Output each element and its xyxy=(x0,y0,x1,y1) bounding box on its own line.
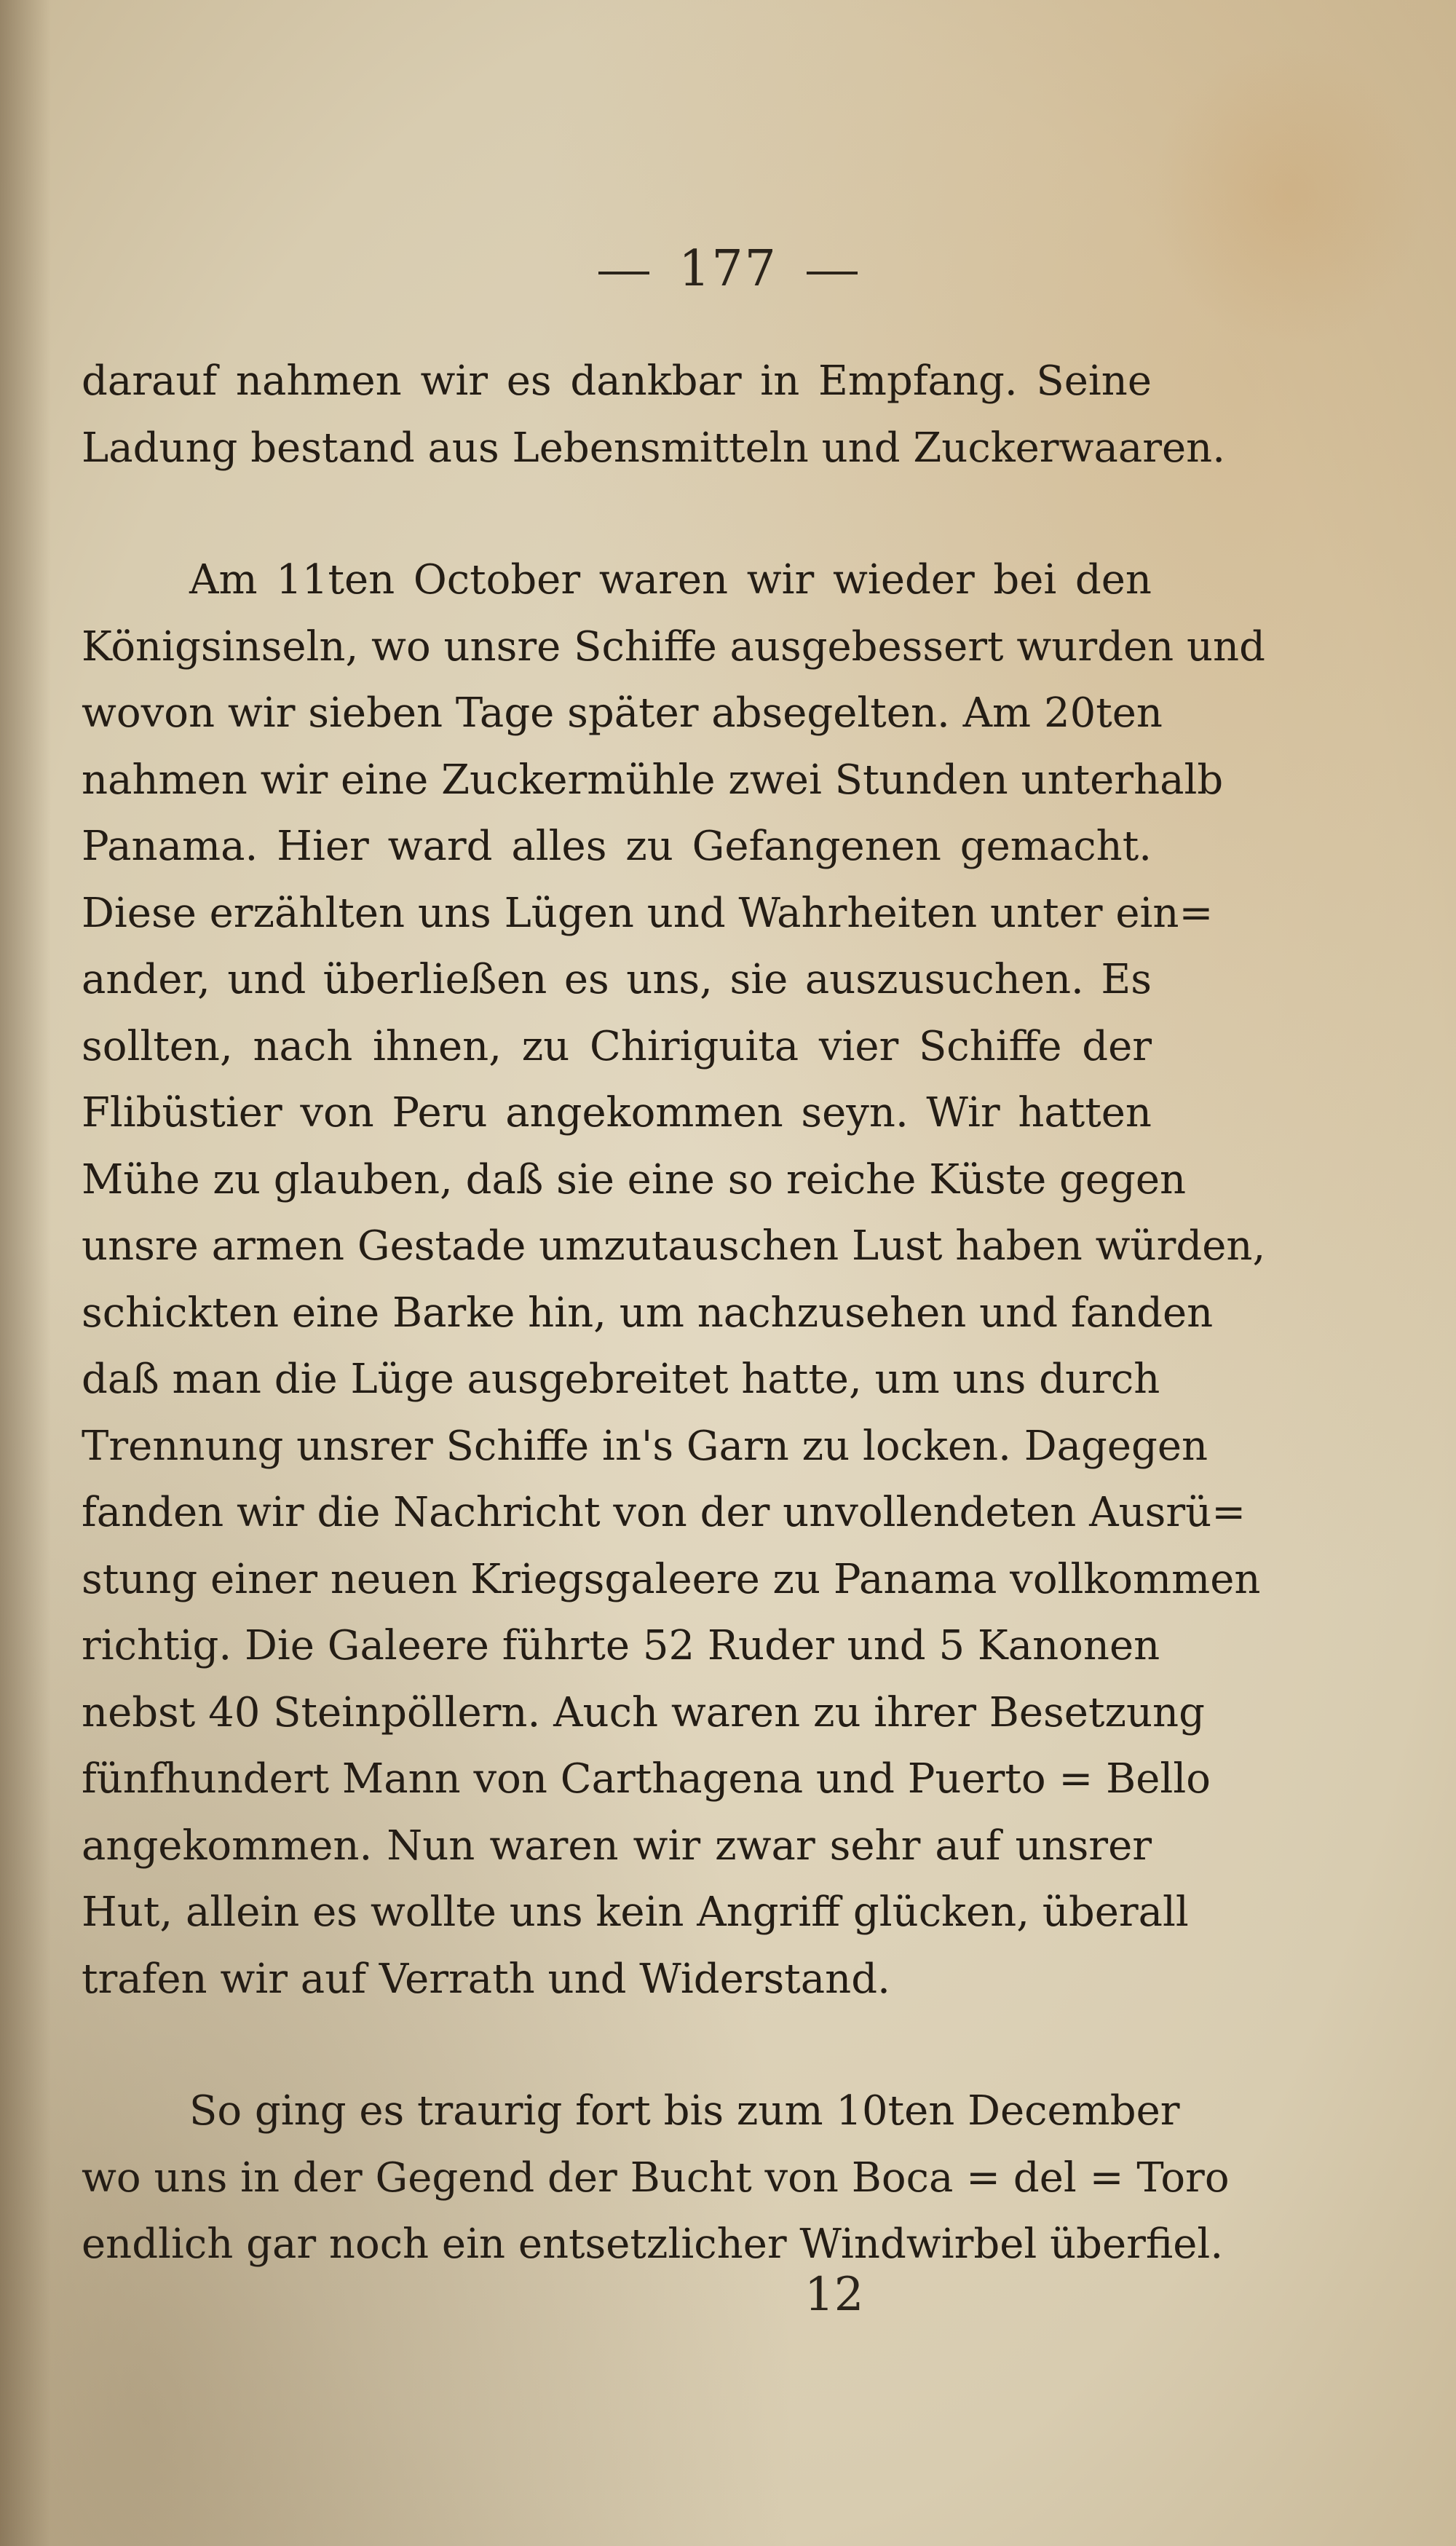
paragraph-3 xyxy=(82,2078,1230,2278)
text-line: stung einer neuen Kriegsgaleere zu Panama vollkommen xyxy=(82,1555,1261,1603)
page-header xyxy=(0,240,1456,298)
text-line: ander, und überließen es uns, sie auszusuchen. Es xyxy=(82,956,1152,1003)
paper-stain xyxy=(1150,44,1427,349)
text-line: richtig. Die Galeere führte 52 Ruder und 5 Kanonen xyxy=(82,1622,1160,1669)
text-line: So ging es traurig fort bis zum 10ten December xyxy=(189,2087,1180,2135)
text-line: Hut, allein es wollte uns kein Angriff glücken, überall xyxy=(82,1889,1189,1936)
text-line: Königsinseln, wo unsre Schiffe ausgebessert wurden und xyxy=(82,622,1265,671)
text-line: wovon wir sieben Tage später absegelten. Am 20ten xyxy=(82,689,1163,737)
text-line: Mühe zu glauben, daß sie eine so reiche Küste gegen xyxy=(82,1155,1187,1203)
text-line: nahmen wir eine Zuckermühle zwei Stunden unterhalb xyxy=(82,756,1224,804)
text-line: Panama. Hier ward alles zu Gefangenen gemacht. xyxy=(82,823,1152,870)
text-line: sollten, nach ihnen, zu Chiriguita vier Schiffe der xyxy=(82,1022,1152,1070)
text-line: angekommen. Nun waren wir zwar sehr auf unsrer xyxy=(82,1822,1152,1870)
body-text xyxy=(82,348,1266,2278)
page-number: 177 xyxy=(678,240,778,298)
text-line: schickten eine Barke hin, um nachzusehen und fanden xyxy=(82,1289,1214,1337)
header-dash-left xyxy=(598,272,649,274)
paragraph-2 xyxy=(82,547,1266,2012)
text-line: endlich gar noch ein entsetzlicher Windwirbel überfiel. xyxy=(82,2221,1224,2268)
text-line: nebst 40 Steinpöllern. Auch waren zu ihrer Besetzung xyxy=(82,1688,1205,1736)
signature-mark: 12 xyxy=(804,2268,864,2322)
text-line: Diese erzählten uns Lügen und Wahrheiten unter ein= xyxy=(82,889,1214,937)
text-line: wo uns in der Gegend der Bucht von Boca = del = Toro xyxy=(82,2154,1230,2202)
text-line: Trennung unsrer Schiffe in's Garn zu locken. Dagegen xyxy=(82,1422,1208,1470)
header-dash-right xyxy=(807,272,858,274)
text-line: fanden wir die Nachricht von der unvollendeten Ausrü= xyxy=(82,1489,1246,1536)
paragraph-1 xyxy=(82,348,1226,481)
text-line: darauf nahmen wir es dankbar in Empfang. Seine xyxy=(82,357,1152,405)
text-line: Ladung bestand aus Lebensmitteln und Zuckerwaaren. xyxy=(82,424,1226,472)
text-line: daß man die Lüge ausgebreitet hatte, um uns durch xyxy=(82,1356,1160,1403)
text-line: unsre armen Gestade umzutauschen Lust haben würden, xyxy=(82,1222,1266,1270)
text-line: trafen wir auf Verrath und Widerstand. xyxy=(82,1955,890,2003)
text-line: Am 11ten October waren wir wieder bei den xyxy=(189,556,1152,604)
text-line: Flibüstier von Peru angekommen seyn. Wir hatten xyxy=(82,1089,1152,1136)
text-line: fünfhundert Mann von Carthagena und Puerto = Bello xyxy=(82,1755,1211,1803)
